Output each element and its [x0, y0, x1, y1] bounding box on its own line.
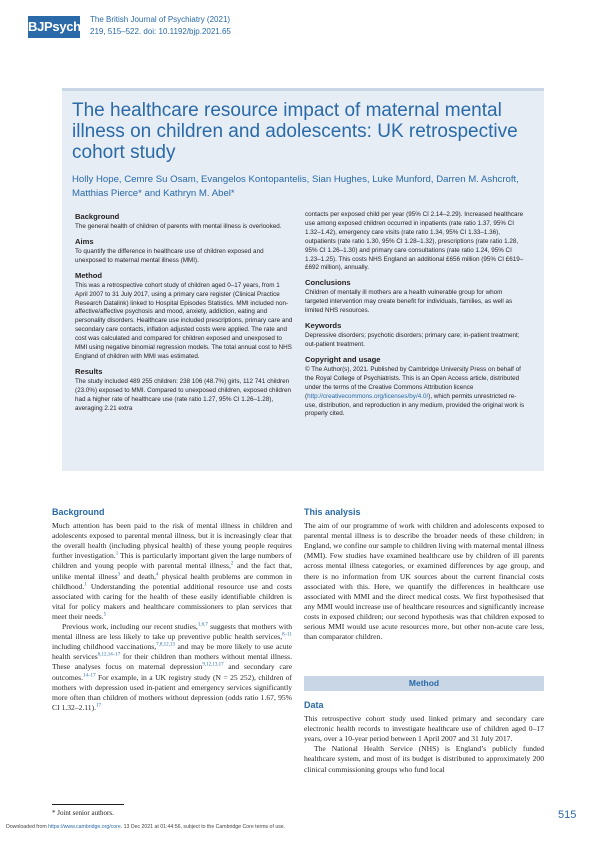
- abstract-background-heading: Background: [75, 212, 120, 221]
- license-link[interactable]: http://creativecommons.org/licenses/by/4.0/: [307, 392, 429, 400]
- abstract-copyright-text: [305, 366, 527, 419]
- citation-ref[interactable]: 3: [117, 572, 121, 578]
- citation-ref[interactable]: 1,6,7: [197, 622, 208, 628]
- abstract-results-continued: contacts per exposed child per year (95% CI 2.14–2.29). Increased healthcare use among exposed children occurred in inpatients (rate ratio 1.37, 95% CI 1.32–1.42), emergency care visits (rate ratio 1.34, 95% CI 1.33–1.36), outpatients (rate ratio 1.30, 95% CI 1.28–1.32), prescriptions (rate ratio 1.28, 95% CI 1.26–1.30) and primary care consultations (rate ratio 1.24, 95% CI 1.23–1.25). This costs NHS England an additional £656 million (95% CI £619–£692 million), annually.: [305, 211, 524, 272]
- this-analysis-heading: This analysis: [304, 507, 361, 517]
- copyright-text-end: ), which permits unrestricted re-use, distribution, and reproduction in any medium, provided the original work is properly cited.: [305, 392, 525, 418]
- citation-ref[interactable]: 17: [96, 703, 102, 709]
- citation-ref[interactable]: 9,12,13,17: [202, 662, 224, 668]
- page-number: 515: [558, 809, 577, 821]
- abstract-method-text: This was a retrospective cohort study of children aged 0–17 years, from 1 April 2007 to 31 July 2017, using a primary care register (Clinical Practice Research Datalink) linked to Hospital Episodes Statistics. MMI included non-affective/affective psychosis and mood, anxiety, addiction, eating and personality disorders. Healthcare use included prescriptions, primary care and secondary care contacts, inflation adjusted costs were applied. The rate and cost was calculated and compared for children exposed and unexposed to MMI using negative binomial regression models. The total annual cost to NHS England of children with MMI was estimated.: [75, 281, 293, 360]
- doi-citation[interactable]: 219, 515–522. doi: 10.1192/bjp.2021.65: [90, 27, 231, 36]
- this-analysis-paragraph: The aim of our programme of work with children and adolescents exposed to parental mental illness is to describe the broader needs of these children; in England, we confine our sample to children living with maternal mental illness (MMI). Few studies have examined healthcare use by children of ill parents across mental illness categories, or examined differences by age group, and there is no information from UK sources about the current financial costs associated with this. Here, we quantify the differences in healthcare use associated with MMI and the direct medical costs. We first hypothesised that any MMI would increase use of healthcare resources and significantly increase costs in exposed children; our second hypothesis was that children exposed to serious MMI would use acute resources more, but other non-acute care less, than comparator children.: [304, 521, 544, 642]
- abstract-background-text: The general health of children of parents with mental illness is overlooked.: [75, 223, 282, 230]
- data-section: [304, 700, 544, 775]
- citation-ref[interactable]: 4: [155, 572, 159, 578]
- abstract-conclusions-text: Children of mentally ill mothers are a health vulnerable group for whom targeted intervention may create benefit for individuals, families, as well as limited NHS resources.: [305, 289, 513, 315]
- author-list: Holly Hope, Cemre Su Osam, Evangelos Kontopantelis, Sian Hughes, Luke Munford, Darren M. Ashcroft, Matthias Pierce* and Kathryn M. Abel*: [72, 174, 519, 199]
- footnote: * Joint senior authors.: [52, 809, 114, 817]
- abstract-conclusions-heading: Conclusions: [305, 278, 351, 288]
- citation-ref[interactable]: 6,12,14–17: [97, 652, 121, 658]
- data-paragraph-2: The National Health Service (NHS) is England’s publicly funded healthcare system, and most of its budget is distributed to approximately 200 clinical commissioning groups who fund local: [304, 744, 544, 774]
- body-right-column: [304, 507, 544, 642]
- background-paragraph-1: Much attention has been paid to the risk of mental illness in children and adolescents exposed to parental mental illness, but it is increasingly clear that the overall health (including physical health) of these young people requires further investigation.$^1$ This is particularly important given the large numbers of children and young people with parental mental illness,$^2$ and the fact that, unlike mental illness$^3$ and death,$^4$ physical health problems are common in childhood.$^1$ Understanding the potential additional resource use and costs associated with caring for the health of these easily identifiable children is vital for policy makers and healthcare commissioners to plan services that meet their needs.$^5$: [52, 521, 293, 621]
- background-paragraph-2: Previous work, including our recent studies,$^{1,6,7}$ suggests that mothers with mental illness are less likely to take up preventive public health services,$^{8-11}$ including childhood vaccinations,$^{7,8,12,13}$ and may be more likely to use acute health services$^{6,12,14-17}$ for their children than mothers without mental illness. These analyses focus on maternal depression$^{9,12,13,17}$ and secondary care outcomes.$^{14-17}$ For example, in a UK registry study (N = 25 252), children of mothers with depression used in-patient and emergency services significantly more often than children of mothers without depression (odds ratio 1.67, 95% CI 1.32–2.11).$^{17}$: [52, 622, 293, 712]
- download-notice: Downloaded from https://www.cambridge.org/core. 13 Dec 2021 at 01:44:56, subject to the Cambridge Core terms of use.: [6, 824, 286, 830]
- copyright-text-start: © The Author(s), 2021. Published by Cambridge University Press on behalf of the Royal College of Psychiatrists. This is an Open Access article, distributed under the terms of the Creative Commons Attribution licence (: [305, 365, 521, 400]
- data-heading: Data: [304, 700, 324, 710]
- cambridge-core-link[interactable]: https://www.cambridge.org/core: [48, 824, 121, 830]
- citation-ref[interactable]: 7,8,12,13: [156, 642, 175, 648]
- abstract-keywords-text: Depressive disorders; psychotic disorders; primary care; in-patient treatment; out-patient treatment.: [305, 332, 520, 348]
- journal-name: The British Journal of Psychiatry (2021): [90, 15, 231, 24]
- article-title: The healthcare resource impact of maternal mental illness on children and adolescents: UK retrospective cohort study: [72, 100, 518, 163]
- abstract-copyright-heading: Copyright and usage: [305, 354, 381, 364]
- body-left-column: [52, 507, 292, 713]
- citation-ref[interactable]: 5: [103, 612, 107, 618]
- abstract-method-heading: Method: [75, 270, 102, 280]
- abstract-aims-text: To quantify the difference in healthcare use of children exposed and unexposed to maternal mental illness (MMI).: [75, 247, 264, 264]
- background-heading: Background: [52, 507, 105, 517]
- method-section-bar: Method: [304, 676, 544, 691]
- abstract-results-heading: Results: [75, 366, 103, 376]
- abstract-left-column: [75, 212, 293, 419]
- journal-citation: [90, 14, 231, 38]
- citation-ref[interactable]: 2: [230, 561, 234, 567]
- citation-ref[interactable]: 8–11: [282, 632, 292, 638]
- abstract-results-text: The study included 489 255 children: 238 106 (48.7%) girls, 112 741 children (23.0%) exposed to MMI. Compared to unexposed children, exposed children had a higher rate of healthcare use (rate ratio 1.27, 95% CI 1.26–1.28), averaging 2.21 extra: [75, 377, 291, 412]
- abstract-aims-heading: Aims: [75, 236, 94, 246]
- data-paragraph-1: This retrospective cohort study used linked primary and secondary care electronic health records to investigate healthcare use of children aged 0–17 years, over a 10-year period between 1 April 2007 and 31 July 2017.: [304, 714, 544, 744]
- abstract-keywords-heading: Keywords: [305, 321, 342, 331]
- footnote-divider: [52, 804, 124, 805]
- journal-logo: BJPsych: [28, 16, 80, 38]
- citation-ref[interactable]: 14–17: [83, 672, 96, 678]
- citation-ref[interactable]: 1: [84, 582, 87, 588]
- citation-ref[interactable]: 1: [115, 551, 119, 557]
- abstract-right-column: [305, 211, 527, 424]
